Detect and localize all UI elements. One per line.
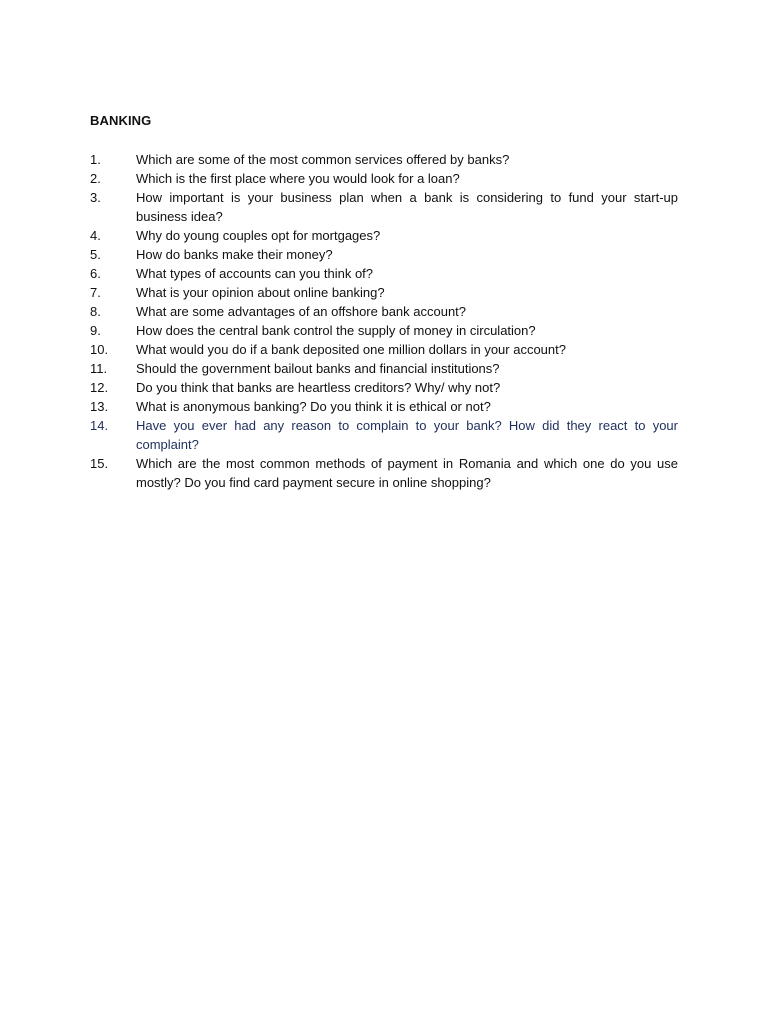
question-number: 13.: [90, 399, 109, 414]
question-item: [90, 302, 678, 321]
question-item: [90, 359, 678, 378]
document-title: BANKING: [90, 113, 152, 128]
question-text: What are some advantages of an offshore bank account?: [136, 304, 467, 319]
question-number: 9.: [90, 323, 101, 338]
question-number: 3.: [90, 190, 101, 205]
question-number: 10.: [90, 342, 109, 357]
question-text: Why do young couples opt for mortgages?: [136, 228, 381, 243]
question-number: 12.: [90, 380, 109, 395]
question-text: Which is the first place where you would look for a loan?: [136, 171, 460, 186]
question-number: 1.: [90, 152, 101, 167]
question-item: [90, 283, 678, 302]
question-item: [90, 378, 678, 397]
question-text: Do you think that banks are heartless creditors? Why/ why not?: [136, 380, 501, 395]
question-item: [90, 340, 678, 359]
question-number: 15.: [90, 456, 109, 471]
question-item: [90, 397, 678, 416]
question-item: [90, 416, 678, 454]
question-number: 14.: [90, 418, 109, 433]
question-text: Which are the most common methods of payment in Romania and which one do you use mostly? Do you find card payment secure in online shopping?: [136, 456, 678, 490]
question-text: How do banks make their money?: [136, 247, 333, 262]
question-item: [90, 226, 678, 245]
question-text: How important is your business plan when a bank is considering to fund your start-up business idea?: [136, 190, 678, 224]
question-number: 8.: [90, 304, 101, 319]
question-number: 6.: [90, 266, 101, 281]
question-text: What is your opinion about online banking?: [136, 285, 385, 300]
question-number: 5.: [90, 247, 101, 262]
question-text: How does the central bank control the supply of money in circulation?: [136, 323, 536, 338]
question-list: [90, 150, 678, 492]
question-text: What types of accounts can you think of?: [136, 266, 374, 281]
question-text: Should the government bailout banks and financial institutions?: [136, 361, 500, 376]
question-number: 2.: [90, 171, 101, 186]
question-item: [90, 264, 678, 283]
question-number: 4.: [90, 228, 101, 243]
question-item: [90, 150, 678, 169]
question-item: [90, 321, 678, 340]
question-text: Which are some of the most common services offered by banks?: [136, 152, 510, 167]
question-text: What is anonymous banking? Do you think it is ethical or not?: [136, 399, 491, 414]
question-item: [90, 169, 678, 188]
question-item: [90, 454, 678, 492]
question-item: [90, 188, 678, 226]
question-item: [90, 245, 678, 264]
question-text: What would you do if a bank deposited one million dollars in your account?: [136, 342, 566, 357]
question-text: Have you ever had any reason to complain to your bank? How did they react to your complaint?: [136, 418, 678, 452]
question-number: 7.: [90, 285, 101, 300]
question-number: 11.: [90, 361, 108, 376]
